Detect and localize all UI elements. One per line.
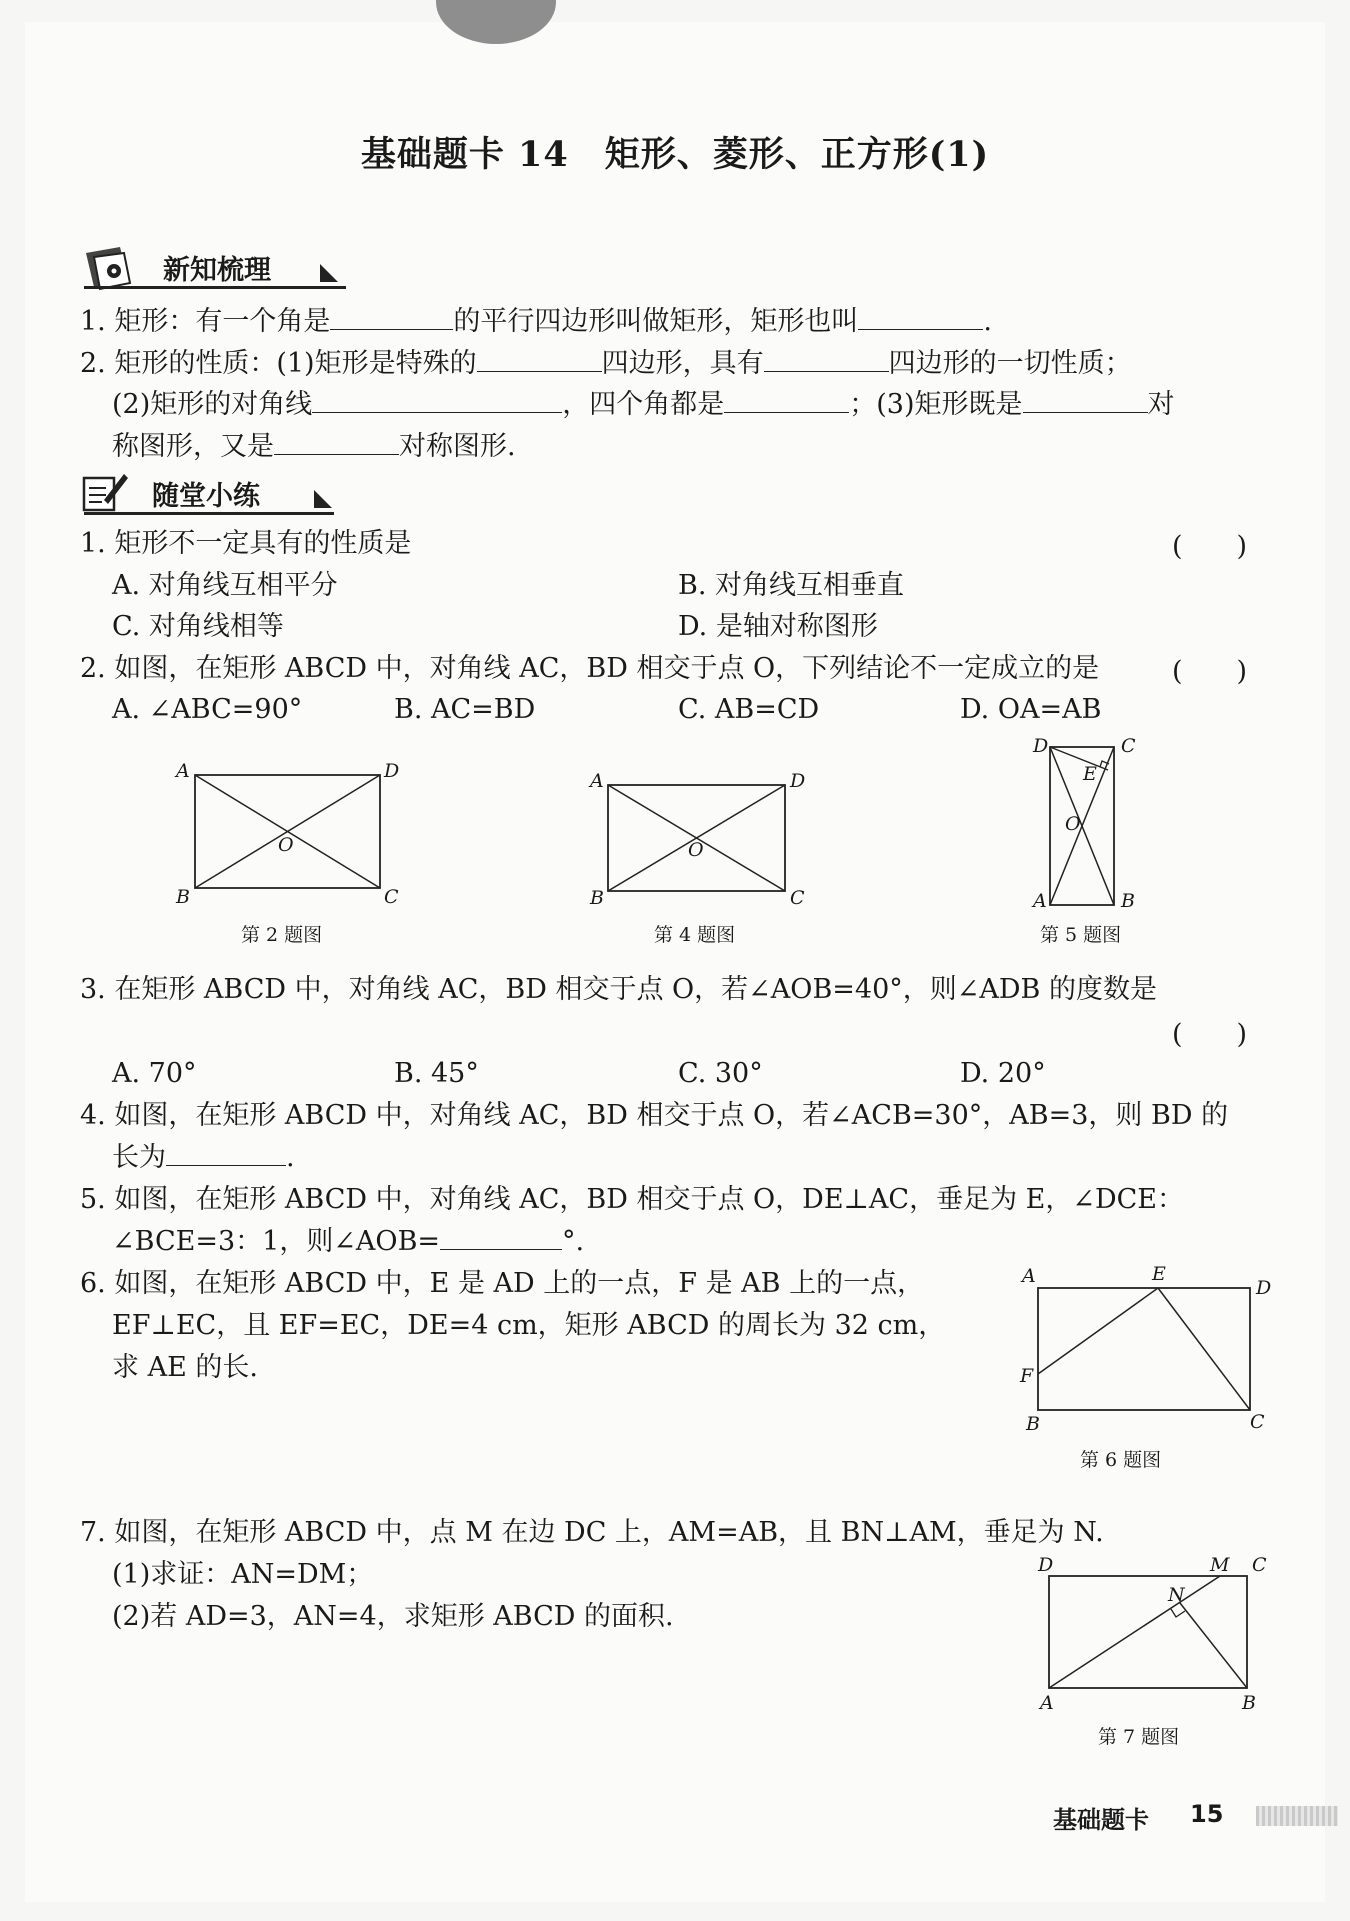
section-underline (84, 286, 346, 289)
question-4-line-2: 长为 . (112, 1142, 295, 1173)
section-underline (84, 512, 334, 515)
question-1-stem: 1. 矩形不一定具有的性质是 (80, 528, 412, 559)
question-7-part-2: (2)若 AD=3，AN=4，求矩形 ABCD 的面积. (112, 1601, 674, 1632)
answer-blank[interactable] (440, 1225, 562, 1250)
svg-text:A: A (176, 760, 190, 782)
q1-option-c[interactable]: C. 对角线相等 (112, 611, 284, 642)
svg-text:C: C (1121, 735, 1136, 757)
answer-paren[interactable]: ( ) (1172, 1019, 1248, 1050)
answer-blank[interactable] (477, 347, 602, 372)
knowledge-item-1: 1. 矩形：有一个角是 的平行四边形叫做矩形，矩形也叫 . (80, 306, 992, 337)
answer-blank[interactable] (858, 305, 983, 330)
notebook-icon (80, 245, 140, 291)
svg-text:D: D (1256, 1277, 1272, 1299)
figure-5-diagram (1025, 735, 1145, 910)
answer-blank[interactable] (764, 347, 889, 372)
figure-2-caption: 第 2 题图 (241, 924, 323, 946)
q2-option-b[interactable]: B. AC=BD (394, 694, 536, 725)
svg-text:C: C (384, 886, 399, 905)
page-number: 15 (1190, 1800, 1224, 1828)
figure-6-diagram (1010, 1262, 1275, 1432)
knowledge-item-2: 2. 矩形的性质：(1)矩形是特殊的 四边形，具有 四边形的一切性质； (80, 348, 1132, 379)
figure-5-caption: 第 5 题图 (1040, 924, 1122, 946)
svg-text:D: D (1038, 1555, 1054, 1576)
svg-text:O: O (1065, 813, 1081, 835)
pencil-note-icon (80, 470, 130, 514)
answer-blank[interactable] (312, 388, 562, 413)
figure-6-caption: 第 6 题图 (1080, 1449, 1162, 1471)
svg-text:C: C (790, 887, 805, 905)
svg-text:B: B (1242, 1692, 1256, 1714)
knowledge-item-2-cont: (2)矩形的对角线 ，四个角都是 ；(3)矩形既是 对 (112, 389, 1175, 420)
svg-text:E: E (1152, 1263, 1166, 1285)
answer-blank[interactable] (330, 305, 453, 330)
figure-7-caption: 第 7 题图 (1098, 1726, 1180, 1748)
figure-4-diagram (580, 765, 810, 905)
q3-option-a[interactable]: A. 70° (112, 1058, 197, 1089)
question-3-stem: 3. 在矩形 ABCD 中，对角线 AC，BD 相交于点 O，若∠AOB=40°，则∠ADB 的度数是 (80, 974, 1157, 1005)
figure-2-diagram (170, 755, 410, 905)
svg-text:M: M (1210, 1555, 1230, 1576)
section-practice: 随堂小练 (152, 481, 260, 512)
figure-7-diagram (1030, 1555, 1280, 1715)
answer-blank[interactable] (274, 430, 399, 455)
footer-decoration (1256, 1806, 1338, 1826)
svg-text:E: E (1083, 763, 1097, 785)
svg-text:C: C (1252, 1555, 1267, 1576)
q1-option-a[interactable]: A. 对角线互相平分 (112, 570, 338, 601)
answer-paren[interactable]: ( ) (1172, 531, 1248, 562)
svg-text:A: A (1033, 890, 1047, 910)
answer-blank[interactable] (166, 1141, 286, 1166)
question-7-line-1: 7. 如图，在矩形 ABCD 中，点 M 在边 DC 上，AM=AB，且 BN⊥AM，垂足为 N. (80, 1517, 1104, 1548)
svg-text:A: A (590, 770, 604, 792)
question-5-line-2: ∠BCE=3：1，则∠AOB= °. (112, 1226, 585, 1257)
q1-option-d[interactable]: D. 是轴对称图形 (678, 611, 878, 642)
svg-text:D: D (790, 770, 806, 792)
svg-text:C: C (1250, 1411, 1265, 1432)
svg-text:B: B (1121, 890, 1135, 910)
q3-option-d[interactable]: D. 20° (960, 1058, 1046, 1089)
footer-label: 基础题卡 (1053, 1806, 1149, 1834)
svg-text:B: B (176, 886, 190, 905)
q1-option-b[interactable]: B. 对角线互相垂直 (678, 570, 905, 601)
corner-triangle-icon (312, 488, 334, 510)
corner-triangle-icon (318, 262, 340, 284)
figure-4-caption: 第 4 题图 (654, 924, 736, 946)
svg-text:D: D (1033, 735, 1049, 757)
svg-text:B: B (1026, 1413, 1040, 1432)
q2-option-c[interactable]: C. AB=CD (678, 694, 820, 725)
question-2-stem: 2. 如图，在矩形 ABCD 中，对角线 AC，BD 相交于点 O，下列结论不一定成立的是 (80, 653, 1100, 684)
svg-text:A: A (1040, 1692, 1054, 1714)
q3-option-c[interactable]: C. 30° (678, 1058, 763, 1089)
svg-text:O: O (278, 834, 294, 856)
question-6-line-2: EF⊥EC，且 EF=EC，DE=4 cm，矩形 ABCD 的周长为 32 cm， (112, 1310, 946, 1341)
question-6-line-1: 6. 如图，在矩形 ABCD 中，E 是 AD 上的一点，F 是 AB 上的一点， (80, 1268, 925, 1299)
svg-text:O: O (688, 839, 704, 861)
answer-blank[interactable] (1023, 388, 1148, 413)
knowledge-item-2-cont2: 称图形，又是 对称图形. (112, 431, 516, 462)
question-5-line-1: 5. 如图，在矩形 ABCD 中，对角线 AC，BD 相交于点 O，DE⊥AC，垂足为 E，∠DCE： (80, 1184, 1185, 1215)
svg-text:N: N (1168, 1584, 1185, 1606)
section-new-knowledge: 新知梳理 (163, 255, 271, 286)
svg-text:F: F (1020, 1365, 1034, 1387)
q2-option-d[interactable]: D. OA=AB (960, 694, 1102, 725)
page-title: 基础题卡 14 矩形、菱形、正方形(1) (360, 134, 990, 175)
svg-text:A: A (1022, 1265, 1036, 1287)
question-7-part-1: (1)求证：AN=DM； (112, 1559, 374, 1590)
answer-paren[interactable]: ( ) (1172, 656, 1248, 687)
question-4-line-1: 4. 如图，在矩形 ABCD 中，对角线 AC，BD 相交于点 O，若∠ACB=30°，AB=3，则 BD 的 (80, 1100, 1229, 1131)
svg-text:D: D (384, 760, 400, 782)
q3-option-b[interactable]: B. 45° (394, 1058, 479, 1089)
question-6-line-3: 求 AE 的长. (112, 1352, 258, 1383)
q2-option-a[interactable]: A. ∠ABC=90° (112, 694, 303, 725)
answer-blank[interactable] (724, 388, 849, 413)
svg-text:B: B (590, 887, 604, 905)
